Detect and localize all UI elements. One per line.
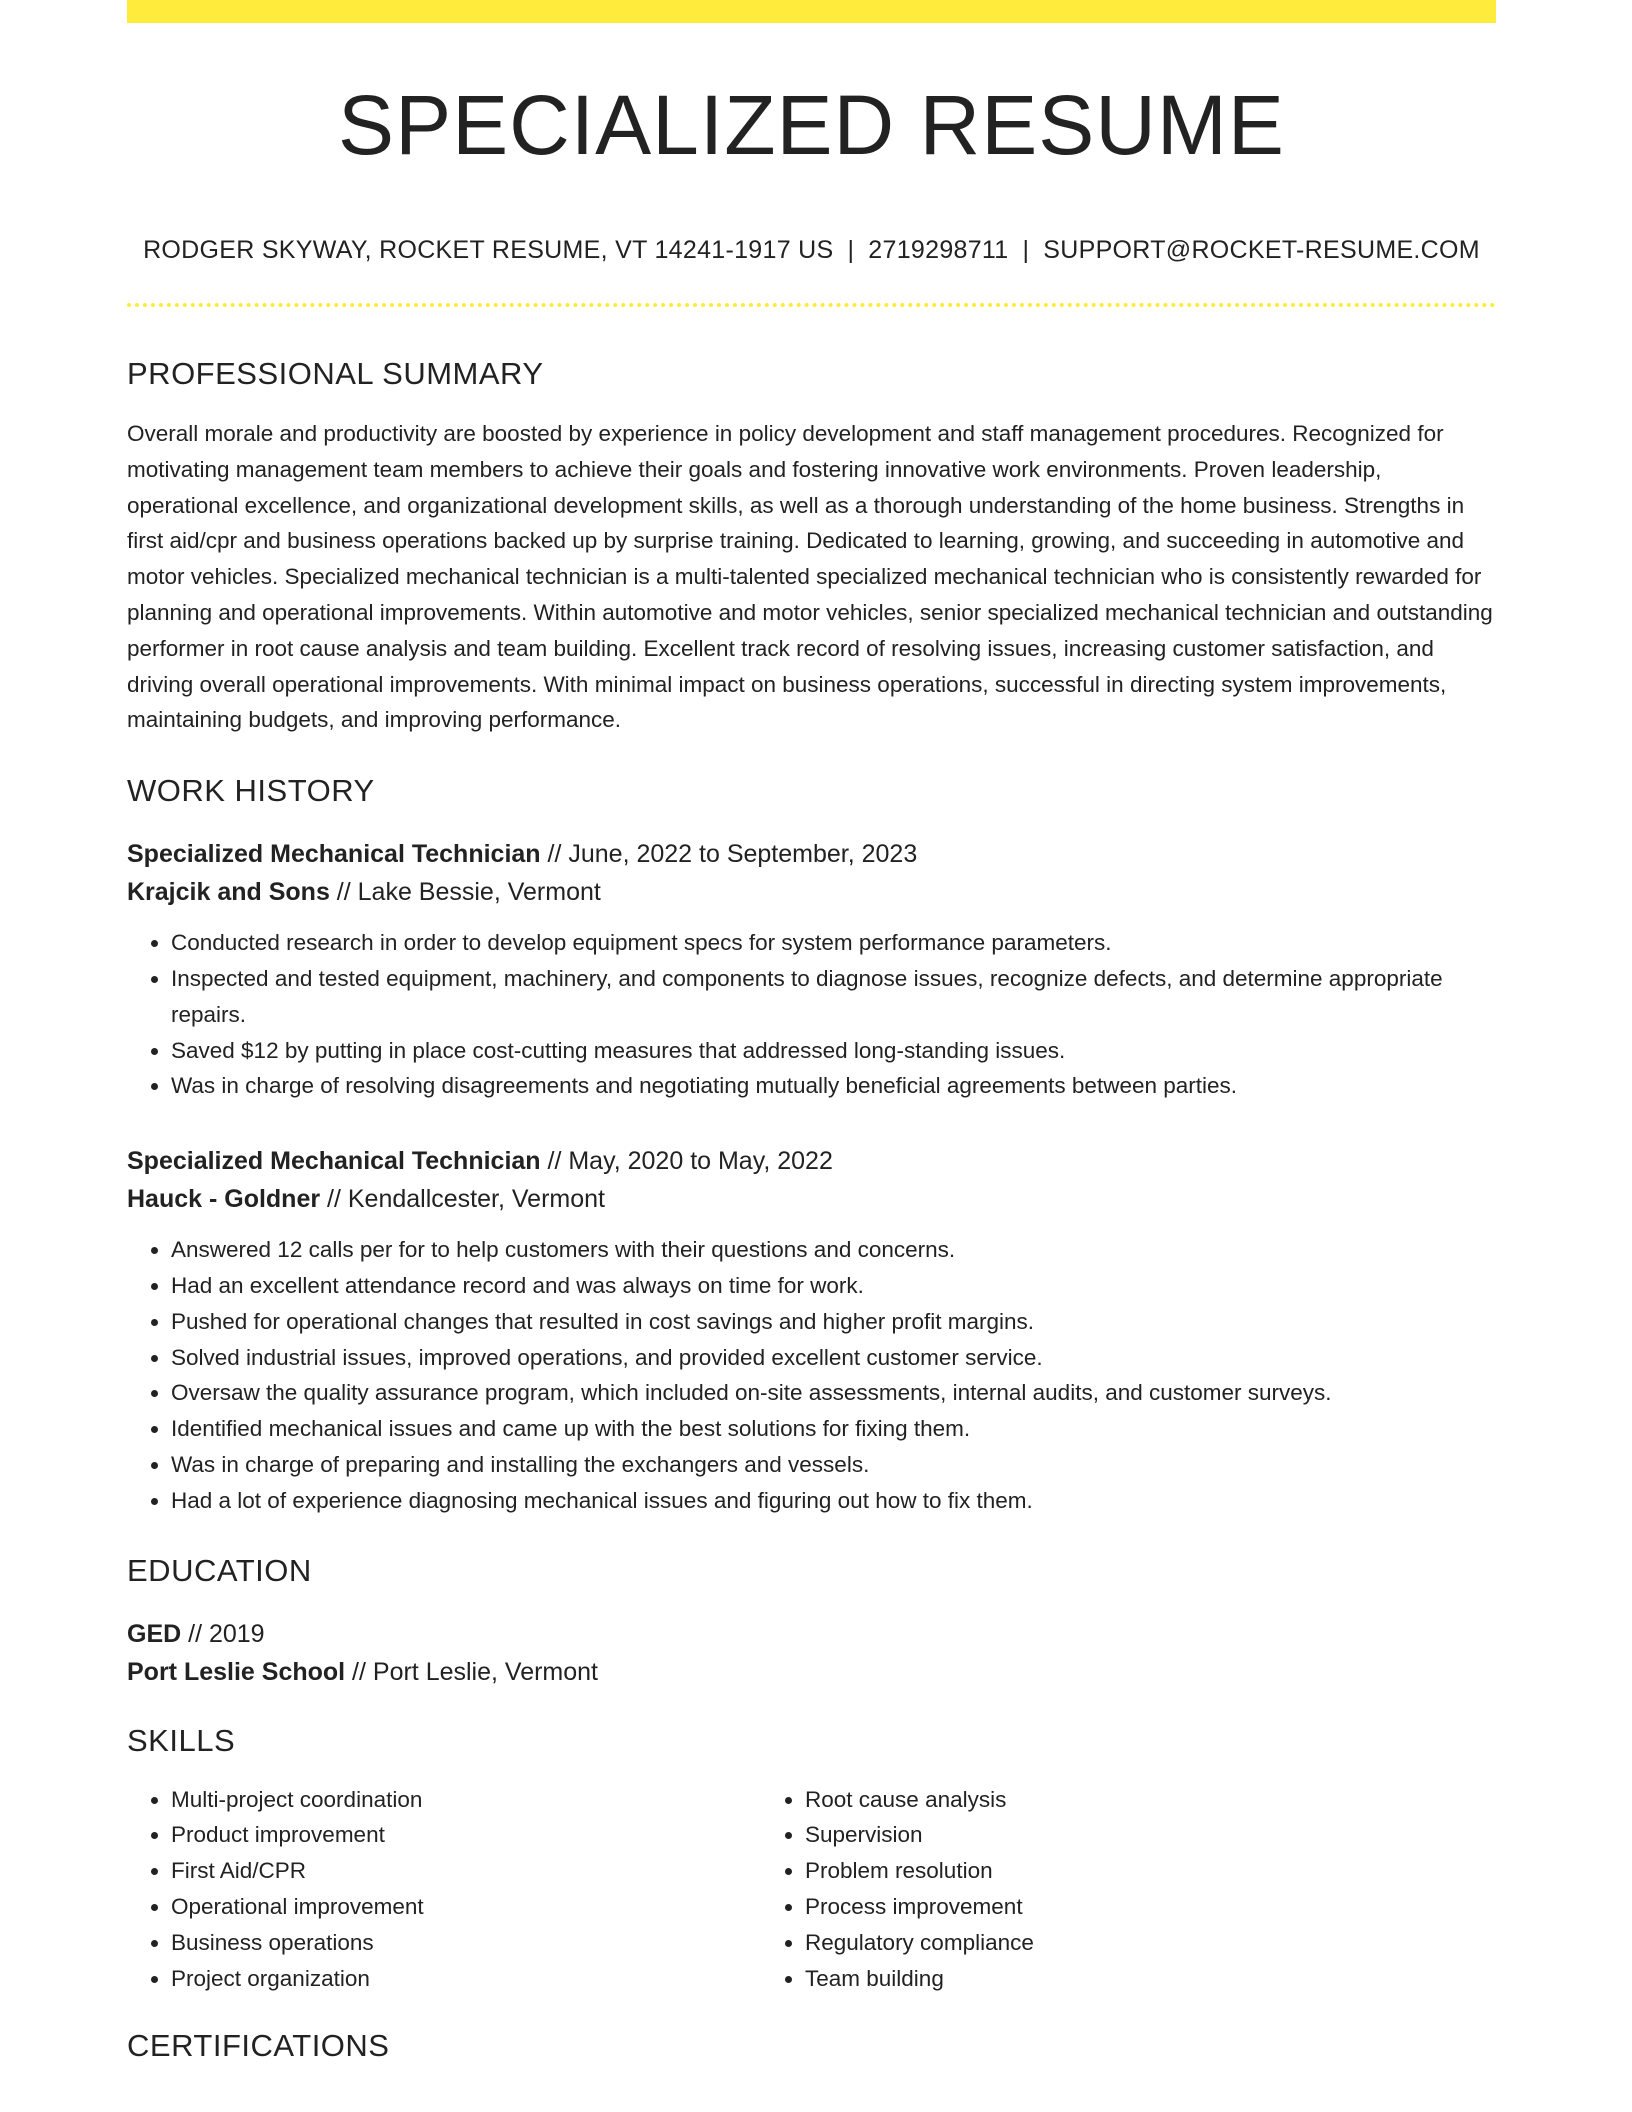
- list-item: • Conducted research in order to develop equipment specs for system performance parameters.: [171, 925, 1496, 961]
- skill-item: • Supervision: [805, 1817, 1457, 1853]
- job-entry: [127, 835, 1496, 1104]
- job-bullets: [127, 925, 1496, 1104]
- job-dates: // June, 2022 to September, 2023: [540, 840, 918, 869]
- list-item: • Saved $12 by putting in place cost-cutting measures that addressed long-standing issues.: [171, 1033, 1496, 1069]
- skills-columns: [127, 1782, 1496, 1997]
- contact-separator: |: [1022, 236, 1030, 264]
- job-bullets: [127, 1232, 1496, 1518]
- job-location: // Kendallcester, Vermont: [320, 1185, 605, 1214]
- education-degree: GED: [127, 1619, 182, 1648]
- certifications-heading: CERTIFICATIONS: [127, 2028, 390, 2064]
- skill-item: • Operational improvement: [171, 1889, 757, 1925]
- skill-item: • Regulatory compliance: [805, 1925, 1457, 1961]
- contact-email: SUPPORT@ROCKET-RESUME.COM: [1043, 236, 1480, 264]
- contact-address: RODGER SKYWAY, ROCKET RESUME, VT 14241-1917 US: [143, 236, 834, 264]
- job-entry: [127, 1142, 1496, 1518]
- job-title-line: [127, 835, 1496, 873]
- list-item: • Was in charge of resolving disagreements and negotiating mutually beneficial agreements between parties.: [171, 1068, 1496, 1104]
- job-company-line: [127, 1180, 1496, 1218]
- skills-list-left: [127, 1782, 757, 1997]
- education-heading: EDUCATION: [127, 1552, 312, 1588]
- skill-item: • Business operations: [171, 1925, 757, 1961]
- list-item: • Identified mechanical issues and came up with the best solutions for fixing them.: [171, 1411, 1496, 1447]
- skill-item: • Process improvement: [805, 1889, 1457, 1925]
- skill-item: • Team building: [805, 1961, 1457, 1997]
- job-company-line: [127, 873, 1496, 911]
- education-school-line: [127, 1653, 1496, 1691]
- summary-text: Overall morale and productivity are boosted by experience in policy development and staff management procedures. Recognized for motivating management team members to achieve their goals and fostering innovative work environments. Proven leadership, operational excellence, and organizational development skills, as well as a thorough understanding of the home business. Strengths in first aid/cpr and business operations backed up by surprise training. Dedicated to learning, growing, and succeeding in automotive and motor vehicles. Specialized mechanical technician is a multi-talented specialized mechanical technician who is consistently rewarded for planning and operational improvements. Within automotive and motor vehicles, senior specialized mechanical technician and outstanding performer in root cause analysis and team building. Excellent track record of resolving issues, increasing customer satisfaction, and driving overall operational improvements. With minimal impact on business operations, successful in directing system improvements, maintaining budgets, and improving performance.: [127, 421, 1493, 733]
- work-history-heading: WORK HISTORY: [127, 773, 375, 809]
- skills-heading: SKILLS: [127, 1722, 236, 1758]
- skills-list-right: [757, 1782, 1457, 1997]
- list-item: • Pushed for operational changes that resulted in cost savings and higher profit margins.: [171, 1304, 1496, 1340]
- list-item: • Answered 12 calls per for to help customers with their questions and concerns.: [171, 1232, 1496, 1268]
- list-item: • Solved industrial issues, improved operations, and provided excellent customer service.: [171, 1340, 1496, 1376]
- skill-item: • Multi-project coordination: [171, 1782, 757, 1818]
- skill-item: • Problem resolution: [805, 1853, 1457, 1889]
- job-company: Hauck - Goldner: [127, 1185, 321, 1214]
- list-item: • Had a lot of experience diagnosing mechanical issues and figuring out how to fix them.: [171, 1483, 1496, 1519]
- skill-item: • Project organization: [171, 1961, 757, 1997]
- contact-line: [127, 236, 1496, 265]
- job-role: Specialized Mechanical Technician: [127, 840, 541, 869]
- list-item: • Had an excellent attendance record and was always on time for work.: [171, 1268, 1496, 1304]
- education-location: // Port Leslie, Vermont: [345, 1657, 599, 1686]
- education-year: // 2019: [181, 1619, 265, 1648]
- resume-name: SPECIALIZED RESUME: [338, 78, 1285, 172]
- accent-top-bar: [127, 0, 1496, 23]
- job-company: Krajcik and Sons: [127, 878, 330, 907]
- skill-item: • Root cause analysis: [805, 1782, 1457, 1818]
- contact-separator: |: [847, 236, 855, 264]
- list-item: • Was in charge of preparing and installing the exchangers and vessels.: [171, 1447, 1496, 1483]
- summary-heading: PROFESSIONAL SUMMARY: [127, 356, 544, 391]
- job-role: Specialized Mechanical Technician: [127, 1147, 541, 1176]
- dotted-divider: [127, 303, 1496, 307]
- job-title-line: [127, 1142, 1496, 1180]
- list-item: • Oversaw the quality assurance program, which included on-site assessments, internal audits, and customer surveys.: [171, 1375, 1496, 1411]
- resume-page: [127, 0, 1496, 2064]
- education-entry: [127, 1615, 1496, 1691]
- education-degree-line: [127, 1615, 1496, 1653]
- job-dates: // May, 2020 to May, 2022: [540, 1147, 833, 1176]
- skill-item: • First Aid/CPR: [171, 1853, 757, 1889]
- skill-item: • Product improvement: [171, 1817, 757, 1853]
- job-location: // Lake Bessie, Vermont: [329, 878, 601, 907]
- education-school: Port Leslie School: [127, 1657, 346, 1686]
- contact-phone: 2719298711: [868, 236, 1009, 264]
- list-item: • Inspected and tested equipment, machinery, and components to diagnose issues, recognize defects, and determine appropriate repairs.: [171, 961, 1496, 1033]
